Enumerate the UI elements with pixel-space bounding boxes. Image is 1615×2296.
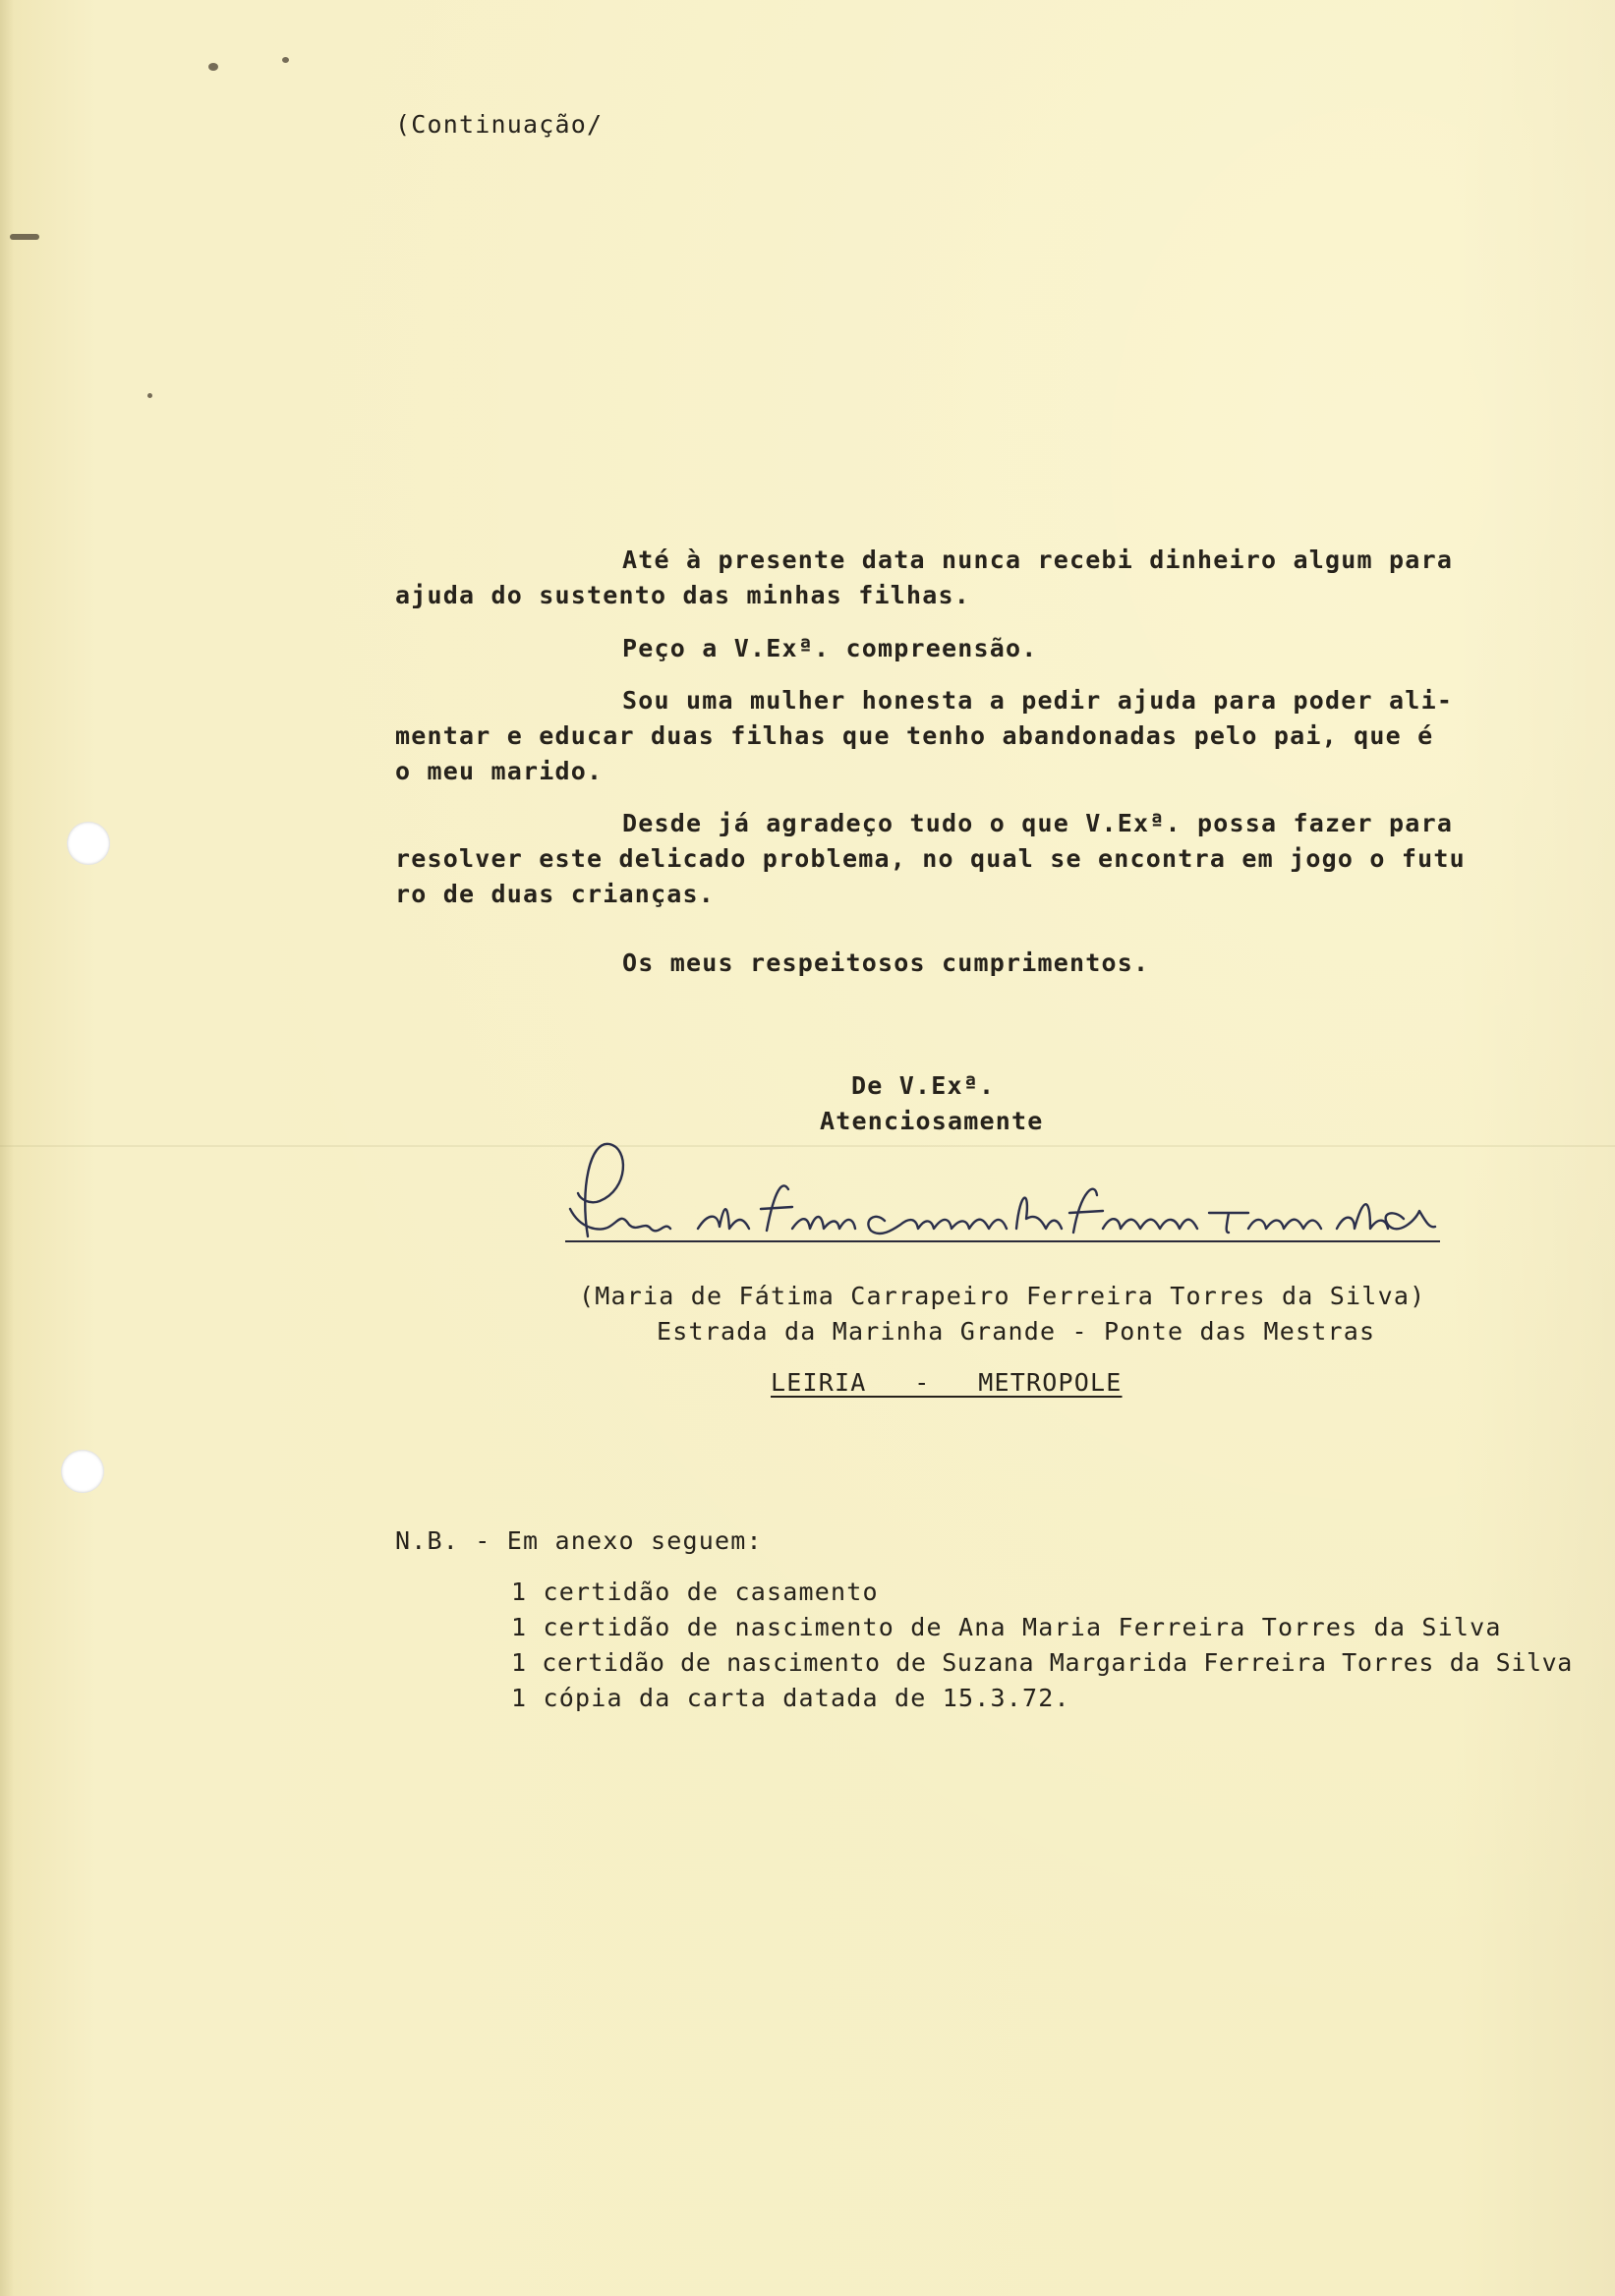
paragraph-line: Os meus respeitosos cumprimentos. — [622, 948, 1150, 977]
stain-mark — [208, 63, 218, 71]
paragraph-line: mentar e educar duas filhas que tenho abandonadas pelo pai, que é — [395, 721, 1434, 750]
paragraph-line: Desde já agradeço tudo o que V.Exª. possa fazer para — [622, 809, 1454, 837]
handwritten-signature — [560, 1130, 1445, 1248]
nb-item: 1 cópia da carta datada de 15.3.72. — [511, 1684, 1070, 1712]
nb-label: N.B. - Em anexo seguem: — [395, 1526, 763, 1555]
signature-line — [565, 1240, 1440, 1242]
paper-edge — [0, 0, 14, 2296]
paragraph-line: resolver este delicado problema, no qual se encontra em jogo o futu — [395, 844, 1466, 873]
stain-mark — [282, 57, 289, 63]
nb-item: 1 certidão de nascimento de Suzana Margarida Ferreira Torres da Silva — [511, 1648, 1573, 1677]
punch-hole — [61, 1450, 104, 1493]
closing-line: Atenciosamente — [820, 1107, 1044, 1135]
closing-line: De V.Exª. — [851, 1071, 996, 1100]
sender-name: (Maria de Fátima Carrapeiro Ferreira Torres da Silva) — [579, 1282, 1426, 1310]
continuation-header: (Continuação/ — [395, 110, 604, 139]
nb-item: 1 certidão de casamento — [511, 1578, 879, 1606]
paragraph-line: Peço a V.Exª. compreensão. — [622, 634, 1038, 662]
paragraph-line: ajuda do sustento das minhas filhas. — [395, 581, 971, 609]
sender-address: Estrada da Marinha Grande - Ponte das Mestras — [657, 1317, 1376, 1346]
stain-mark — [147, 393, 152, 398]
stain-mark — [10, 234, 39, 240]
paragraph-line: o meu marido. — [395, 757, 604, 785]
nb-item: 1 certidão de nascimento de Ana Maria Ferreira Torres da Silva — [511, 1613, 1502, 1641]
sender-city: LEIRIA - METROPOLE — [771, 1368, 1123, 1397]
punch-hole — [67, 822, 110, 865]
paragraph-line: Sou uma mulher honesta a pedir ajuda para poder ali- — [622, 686, 1454, 715]
paragraph-line: ro de duas crianças. — [395, 880, 716, 908]
paragraph-line: Até à presente data nunca recebi dinheiro algum para — [622, 545, 1454, 574]
